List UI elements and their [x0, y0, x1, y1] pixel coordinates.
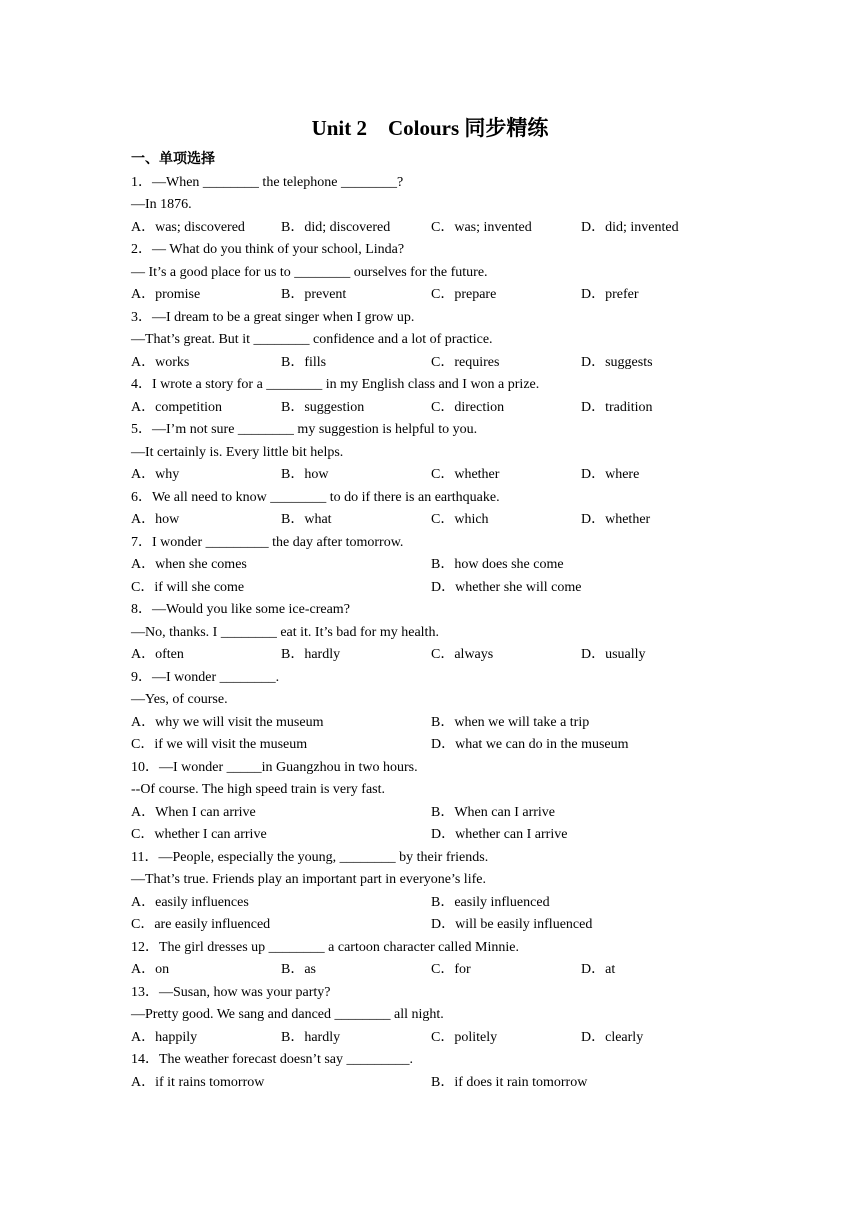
- question-stem: 3．—I dream to be a great singer when I grow up.: [131, 309, 415, 325]
- option-c: C．whether: [431, 467, 500, 482]
- question-item: [131, 532, 731, 600]
- option-b: B．what: [281, 512, 332, 527]
- option-d: D．whether: [581, 512, 651, 527]
- question-stem: 13．—Susan, how was your party?: [131, 984, 331, 1000]
- question-item: [131, 937, 731, 982]
- option-d: D．where: [581, 467, 640, 482]
- question-item: [131, 172, 731, 240]
- option-a: A．promise: [131, 287, 201, 302]
- options-row: [131, 892, 731, 915]
- option-c: C．politely: [431, 1029, 498, 1045]
- question-stem: 8．—Would you like some ice-cream?: [131, 602, 350, 617]
- option-a: A．why we will visit the museum: [131, 714, 324, 730]
- option-b: B．fills: [281, 354, 327, 370]
- question-item: [131, 307, 731, 375]
- option-a: A．works: [131, 354, 190, 370]
- dialogue-line: —It certainly is. Every little bit helps.: [131, 444, 344, 460]
- options-row: [131, 1027, 731, 1050]
- question-item: [131, 982, 731, 1050]
- option-c: C．always: [431, 647, 494, 662]
- option-a: A．on: [131, 962, 170, 977]
- question-item: [131, 239, 731, 307]
- question-stem: 12．The girl dresses up ________ a cartoon character called Minnie.: [131, 939, 519, 955]
- options-row: [131, 509, 731, 532]
- options-row: [131, 734, 731, 757]
- dialogue-line: --Of course. The high speed train is very fast.: [131, 782, 385, 797]
- question-stem: 2．— What do you think of your school, Linda?: [131, 242, 405, 257]
- question-stem: 10．—I wonder _____in Guangzhou in two hours.: [131, 759, 418, 775]
- option-b: B．suggestion: [281, 399, 365, 415]
- dialogue-line: —That’s great. But it ________ confidence and a lot of practice.: [131, 332, 493, 347]
- option-a: A．easily influences: [131, 894, 249, 910]
- option-c: C．requires: [431, 354, 500, 370]
- option-a: A．how: [131, 512, 180, 527]
- dialogue-line: — It’s a good place for us to ________ ourselves for the future.: [131, 264, 488, 280]
- option-c: C．was; invented: [431, 219, 532, 235]
- options-row: [131, 397, 731, 420]
- options-row: [131, 284, 731, 307]
- option-b: B．when we will take a trip: [431, 714, 590, 730]
- option-b: B．prevent: [281, 287, 347, 302]
- option-c: C．for: [431, 962, 471, 977]
- options-row: [131, 802, 731, 825]
- options-row: [131, 712, 731, 735]
- dialogue-line: —That’s true. Friends play an important part in everyone’s life.: [131, 872, 486, 887]
- option-d: D．prefer: [581, 287, 639, 302]
- question-item: [131, 1049, 731, 1094]
- option-a: A．When I can arrive: [131, 804, 256, 820]
- question-item: [131, 667, 731, 757]
- option-c: C．prepare: [431, 287, 497, 302]
- question-item: [131, 847, 731, 937]
- options-row: [131, 959, 731, 982]
- option-a: A．why: [131, 467, 180, 482]
- option-d: D．whether can I arrive: [431, 827, 568, 842]
- question-stem: 1．—When ________ the telephone ________?: [131, 174, 404, 190]
- options-row: [131, 577, 731, 600]
- section-heading: 一、单项选择: [131, 152, 215, 167]
- question-stem: 5．—I’m not sure ________ my suggestion is helpful to you.: [131, 422, 478, 437]
- dialogue-line: —Yes, of course.: [131, 692, 228, 707]
- option-d: D．suggests: [581, 354, 653, 370]
- question-item: [131, 487, 731, 532]
- option-c: C．whether I can arrive: [131, 827, 267, 842]
- option-c: C．are easily influenced: [131, 917, 271, 932]
- option-a: A．competition: [131, 399, 222, 415]
- options-row: [131, 554, 731, 577]
- option-a: A．happily: [131, 1029, 198, 1045]
- question-item: [131, 757, 731, 847]
- option-b: B．When can I arrive: [431, 804, 555, 820]
- option-a: A．was; discovered: [131, 219, 245, 235]
- option-d: D．will be easily influenced: [431, 917, 593, 932]
- options-row: [131, 352, 731, 375]
- dialogue-line: —Pretty good. We sang and danced ________ all night.: [131, 1007, 444, 1022]
- question-stem: 9．—I wonder ________.: [131, 669, 280, 685]
- option-d: D．usually: [581, 647, 646, 662]
- option-b: B．as: [281, 962, 316, 977]
- page-title: Unit 2 Colours 同步精练: [311, 116, 549, 140]
- option-b: B．easily influenced: [431, 894, 550, 910]
- question-stem: 14．The weather forecast doesn’t say _________.: [131, 1052, 413, 1067]
- option-d: D．did; invented: [581, 219, 679, 235]
- option-b: B．how: [281, 467, 329, 482]
- option-d: D．whether she will come: [431, 579, 582, 595]
- option-a: A．if it rains tomorrow: [131, 1074, 265, 1090]
- option-d: D．clearly: [581, 1029, 644, 1045]
- option-d: D．at: [581, 962, 616, 977]
- option-c: C．which: [431, 512, 489, 527]
- question-item: [131, 374, 731, 419]
- option-b: B．hardly: [281, 1029, 341, 1045]
- option-a: A．when she comes: [131, 557, 247, 572]
- option-c: C．if will she come: [131, 579, 245, 595]
- option-b: B．if does it rain tomorrow: [431, 1074, 588, 1090]
- option-b: B．did; discovered: [281, 219, 391, 235]
- question-item: [131, 599, 731, 667]
- options-row: [131, 914, 731, 937]
- dialogue-line: —In 1876.: [131, 197, 192, 212]
- question-list: [131, 149, 731, 1094]
- option-a: A．often: [131, 647, 184, 662]
- option-d: D．tradition: [581, 399, 653, 415]
- option-c: C．direction: [431, 399, 505, 415]
- question-stem: 6．We all need to know ________ to do if there is an earthquake.: [131, 489, 500, 505]
- question-stem: 11．—People, especially the young, ________ by their friends.: [131, 849, 489, 865]
- options-row: [131, 1072, 731, 1095]
- options-row: [131, 644, 731, 667]
- option-c: C．if we will visit the museum: [131, 737, 308, 752]
- question-stem: 4．I wrote a story for a ________ in my English class and I won a prize.: [131, 377, 540, 392]
- dialogue-line: —No, thanks. I ________ eat it. It’s bad for my health.: [131, 624, 439, 640]
- question-item: [131, 419, 731, 487]
- options-row: [131, 217, 731, 240]
- options-row: [131, 824, 731, 847]
- option-d: D．what we can do in the museum: [431, 737, 629, 752]
- options-row: [131, 464, 731, 487]
- question-stem: 7．I wonder _________ the day after tomorrow.: [131, 534, 404, 550]
- option-b: B．how does she come: [431, 557, 564, 572]
- option-b: B．hardly: [281, 647, 341, 662]
